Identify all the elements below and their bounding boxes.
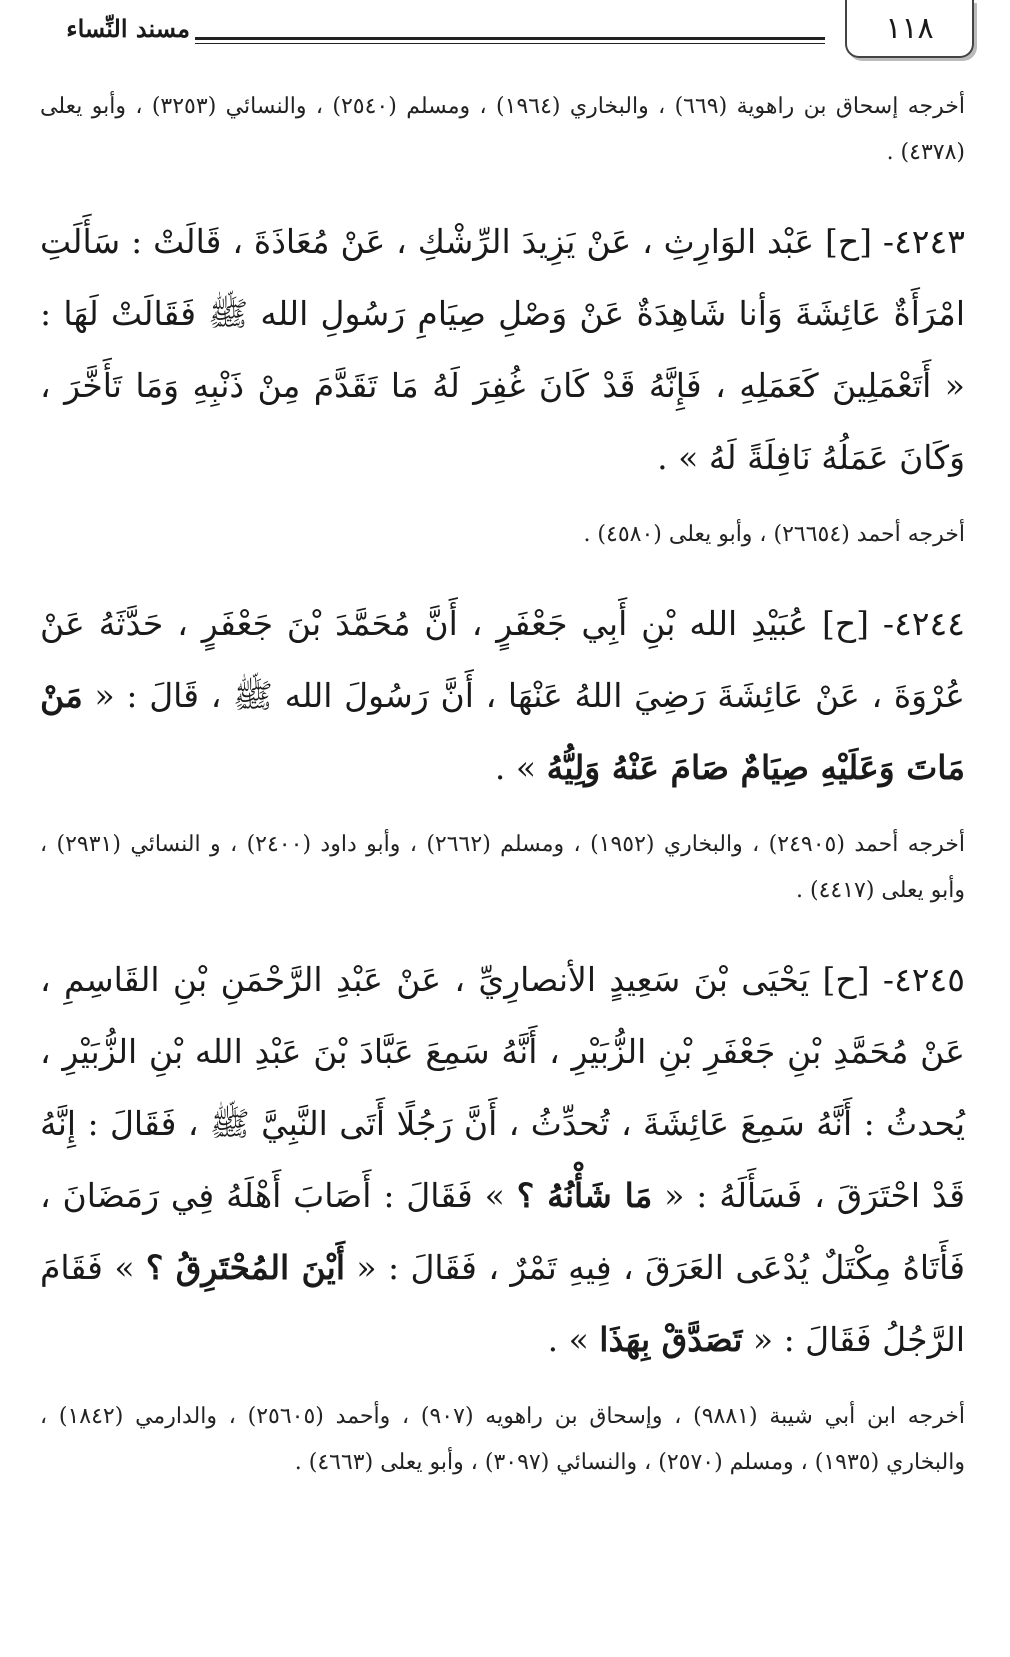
- prophetic-saying: تَصَدَّقْ بِهَذَا: [599, 1320, 743, 1359]
- takhrij-note: أخرجه أحمد (٢٦٦٥٤) ، وأبو يعلى (٤٥٨٠) .: [583, 522, 965, 547]
- page-content: [40, 84, 965, 1516]
- prophetic-saying: أَيْنَ المُحْتَرِقُ ؟: [145, 1248, 346, 1287]
- hadith-text: يَحْيَى بْنَ سَعِيدٍ الأنصارِيِّ ، عَنْ عَبْدِ الرَّحْمَنِ بْنِ القَاسِمِ ، عَنْ مُحَمَّدِ بْنِ جَعْفَرِ بْنِ الزُّبَيْرِ ، أَنَّهُ سَمِعَ عَبَّادَ بْنَ عَبْدِ الله بْنِ الزُّبَيْرِ ، يُحدثُ : أَنَّهُ سَمِعَ عَائِشَةَ ، تُحدِّثُ ، أَنَّ رَجُلًا أَتَى النَّبِيَّ ﷺ ، فَقَالَ : إِنَّهُ قَدْ احْتَرَقَ ، فَسَأَلَهُ : «: [40, 960, 965, 1215]
- hadith-text: عَبْد الوَارِثِ ، عَنْ يَزِيدَ الرِّشْكِ ، عَنْ مُعَاذَةَ ، قَالَتْ : سَأَلَتِ امْرَأَةٌ عَائِشَةَ وَأنا شَاهِدَةٌ عَنْ وَصْلِ صِيَامِ رَسُولِ الله ﷺ فَقَالَتْ لَهَا : « أَتَعْمَلِينَ كَعَمَلِهِ ، فَإِنَّهُ قَدْ كَانَ غُفِرَ لَهُ مَا تَقَدَّمَ مِنْ ذَنْبِهِ وَمَا تَأَخَّرَ ، وَكَانَ عَمَلُهُ نَافِلَةً لَهُ » .: [40, 222, 965, 477]
- hadith-text: » فَقَالَ : أَصَابَ أَهْلَهُ فِي رَمَضَانَ ، فَأَتَاهُ مِكْتَلٌ يُدْعَى العَرَقَ ، فِيهِ تَمْرٌ ، فَقَالَ : «: [40, 1176, 965, 1287]
- prophetic-saying: مَنْ مَاتَ وَعَلَيْهِ صِيَامٌ صَامَ عَنْهُ وَلِيُّهُ: [40, 676, 965, 787]
- hadith-text: عُبَيْدِ الله بْنِ أَبِي جَعْفَرٍ ، أَنَّ مُحَمَّدَ بْنَ جَعْفَرٍ ، حَدَّثَهُ عَنْ عُرْوَةَ ، عَنْ عَائِشَةَ رَضِيَ اللهُ عَنْهَا ، أَنَّ رَسُولَ الله ﷺ ، قَالَ : «: [40, 604, 965, 715]
- hadith-4245: [40, 944, 965, 1376]
- hadith-text-end: » .: [547, 1320, 589, 1359]
- hadith-number: ٤٢٤٤- [ح]: [821, 604, 965, 643]
- book-title: مسند النِّساء: [66, 14, 190, 43]
- takhrij-note: أخرجه أحمد (٢٤٩٠٥) ، والبخاري (١٩٥٢) ، ومسلم (٢٦٦٢) ، وأبو داود (٢٤٠٠) ، و النسائي (٢٩٣١) ، وأبو يعلى (٤٤١٧) .: [40, 832, 965, 903]
- page-number: ١١٨: [845, 0, 974, 58]
- hadith-text: » فَقَامَ الرَّجُلُ فَقَالَ : «: [40, 1248, 965, 1359]
- hadith-number: ٤٢٤٣- [ح]: [824, 222, 965, 261]
- page-header: [0, 0, 1010, 70]
- hadith-4243: [40, 206, 965, 494]
- hadith-number: ٤٢٤٥- [ح]: [822, 960, 965, 999]
- prophetic-saying: مَا شَأْنُهُ ؟: [516, 1176, 653, 1215]
- hadith-text-end: » .: [494, 748, 537, 787]
- header-rule: [195, 37, 825, 40]
- takhrij-note: أخرجه ابن أبي شيبة (٩٨٨١) ، وإسحاق بن راهويه (٩٠٧) ، وأحمد (٢٥٦٠٥) ، والدارمي (١٨٤٢) ، والبخاري (١٩٣٥) ، ومسلم (٢٥٧٠) ، والنسائي (٣٠٩٧) ، وأبو يعلى (٤٦٦٣) .: [40, 1404, 965, 1475]
- takhrij-note: أخرجه إسحاق بن راهوية (٦٦٩) ، والبخاري (١٩٦٤) ، ومسلم (٢٥٤٠) ، والنسائي (٣٢٥٣) ، وأبو يعلى (٤٣٧٨) .: [40, 94, 965, 165]
- header-rule-thin: [195, 43, 825, 44]
- hadith-4244: [40, 588, 965, 804]
